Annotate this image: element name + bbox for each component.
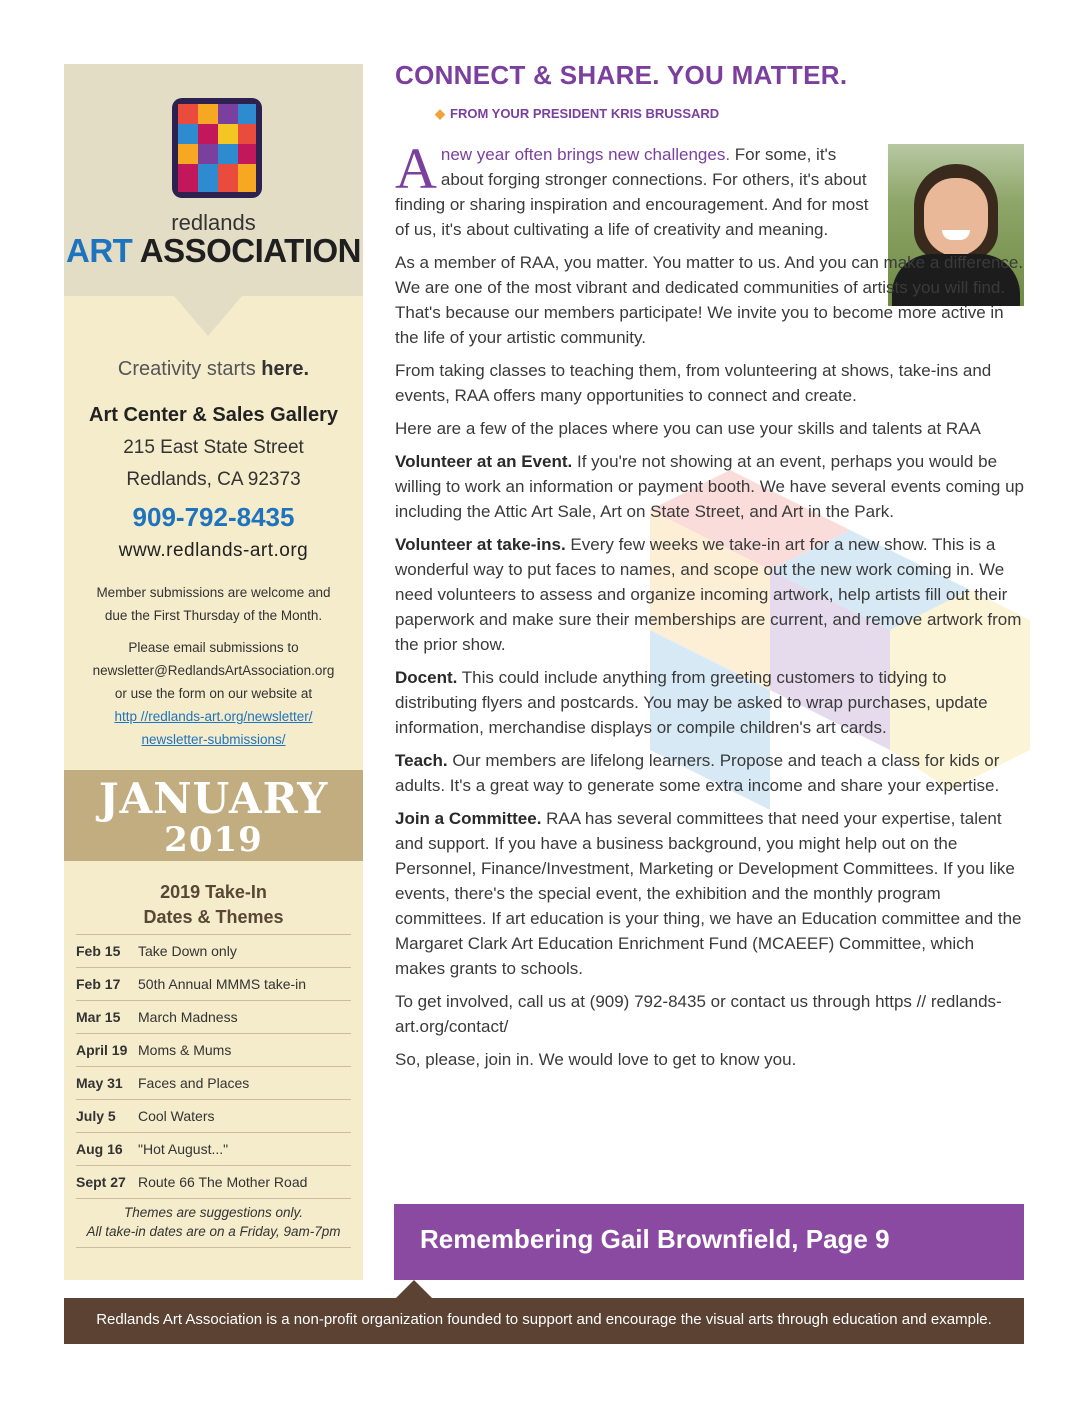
tagline-bold: here. [261,358,310,380]
takein-note-line: Themes are suggestions only. [123,1205,304,1220]
email-note-line: Please email submissions to [128,640,299,655]
lead-text: new year often brings new challenges. [440,145,731,164]
byline-text: FROM YOUR PRESIDENT KRIS BRUSSARD [450,106,720,121]
paragraph-text: RAA has several committees that need your expertise, talent and support. If you have a business background, you might help out on the Personnel, Finance/Investment, Marketing or Development Committees. If you like events, there's the special event, the exhibition and the monthly program committees. If art education is your thing, we have an Education committee and the Margaret Clark Art Education Enrichment Fund (MCAEEF) Committee, which makes grants to schools. [395,809,1022,978]
takein-theme: Moms & Mums [138,1042,232,1058]
tagline-text: Creativity starts [117,358,256,380]
issue-date-box [64,770,363,861]
article-paragraph [395,136,875,242]
article-paragraph [395,449,1025,524]
section-heading: Docent. [395,668,458,687]
email-address: newsletter@RedlandsArtAssociation.org [92,663,335,678]
issue-year: 2019 [164,820,263,860]
article-body [395,136,1025,1080]
article-paragraph [395,806,1025,981]
submissions-note [74,581,353,627]
footer-text: Redlands Art Association is a non-profit organization founded to support and encourage the visual arts through education and example. [96,1311,992,1328]
article-paragraph: From taking classes to teaching them, from volunteering at shows, take-ins and events, RAA offers many opportunities to connect and create. [395,361,992,405]
gallery-city: Redlands, CA 92373 [126,469,301,490]
table-row [76,967,351,1000]
paragraph-text: This could include anything from greeting customers to tidying to distributing flyers and postcards. You may be asked to wrap purchases, update information, merchandise displays or compile children's art cards. [395,668,988,737]
submission-form-link[interactable]: http //redlands-art.org/newsletter/ [114,709,313,724]
email-note [74,636,353,751]
table-row [76,1066,351,1099]
logo-wordmark-rest: ASSOCIATION [139,232,361,269]
paragraph-text: If you're not showing at an event, perhaps you would be willing to work an information or payment booth. We have several events coming up including the Attic Art Sale, Art on State Street, and Art in the Park. [395,452,1025,521]
table-row [76,934,351,967]
article-paragraph [395,665,1025,740]
article-paragraph: To get involved, call us at (909) 792-8435 or contact us through https // redlands-art.org/contact/ [395,992,1002,1036]
takein-date: Feb 17 [76,976,121,992]
logo-wordmark [64,232,363,270]
takein-title-line: Dates & Themes [143,907,284,927]
gallery-street: 215 East State Street [123,437,304,458]
takein-theme: Faces and Places [138,1075,250,1091]
article-paragraph: As a member of RAA, you matter. You matter to us. And you can make a difference. We are one of the most vibrant and dedicated communities of artists you will find. That's because our members participate! We invite you to become more active in the life of your artistic community. [395,253,1024,347]
logo-pointer [174,296,242,336]
takein-theme: Route 66 The Mother Road [138,1174,308,1190]
article-paragraph [395,532,1025,657]
takein-date: Mar 15 [76,1009,121,1025]
takein-date: April 19 [76,1042,128,1058]
article-headline: CONNECT & SHARE. YOU MATTER. [395,60,848,90]
paragraph-text: Our members are lifelong learners. Propose and teach a class for kids or adults. It's a great way to generate some extra income and share your expertise. [395,751,1000,795]
banner-text: Remembering Gail Brownfield, Page 9 [420,1224,890,1254]
takein-date: Sept 27 [76,1174,126,1190]
table-row [76,1099,351,1132]
issue-month: JANUARY [98,774,329,823]
logo-wordmark-accent: ART [65,232,133,269]
takein-theme: Take Down only [138,943,237,959]
takein-title [64,880,363,930]
gallery-phone: 909-792-8435 [132,502,295,532]
takein-date: May 31 [76,1075,123,1091]
section-heading: Volunteer at an Event. [395,452,573,471]
gallery-name: Art Center & Sales Gallery [89,404,338,426]
logo-wordmark-small: redlands [171,210,256,235]
takein-note-line: All take-in dates are on a Friday, 9am-7pm [86,1224,341,1239]
submission-form-link[interactable]: newsletter-submissions/ [141,732,286,747]
logo-panel [64,64,363,296]
table-row [76,1033,351,1066]
section-heading: Join a Committee. [395,809,542,828]
takein-date: Aug 16 [76,1141,123,1157]
feature-banner[interactable] [394,1204,1024,1280]
takein-theme: 50th Annual MMMS take-in [138,976,307,992]
table-row [76,1165,351,1198]
orange-diamond-icon: ◆ [435,106,445,121]
article-paragraph [395,748,1025,798]
drop-cap: A [395,136,437,201]
submissions-note-line: due the First Thursday of the Month. [104,608,323,623]
paragraph-text: Every few weeks we take-in art for a new show. This is a wonderful way to put faces to names, and scope out the new work coming in. We need volunteers to assess and organize incoming artwork, help artists fill out their paperwork and make sure their memberships are current, and remove artwork from the prior show. [395,535,1022,654]
section-heading: Teach. [395,751,448,770]
email-note-line: or use the form on our website at [114,686,313,701]
article-byline [435,106,719,122]
footer [64,1298,1024,1344]
table-row [76,1132,351,1165]
table-row [76,1000,351,1033]
takein-title-line: 2019 Take-In [160,882,267,902]
gallery-website: www.redlands-art.org [118,540,309,561]
section-heading: Volunteer at take-ins. [395,535,566,554]
takein-table [76,934,351,1198]
article-paragraph: Here are a few of the places where you can use your skills and talents at RAA [395,419,981,438]
takein-note [76,1198,351,1248]
footer-pointer [396,1280,432,1298]
takein-theme: Cool Waters [138,1108,215,1124]
takein-theme: "Hot August..." [138,1141,229,1157]
sidebar [64,64,363,1280]
takein-date: Feb 15 [76,943,121,959]
paragraph-text: For some, it's about forging stronger connections. For others, it's about finding or sharing inspiration and encouragement. And for most of us, it's about cultivating a life of creativity and meaning. [395,145,869,239]
submissions-note-line: Member submissions are welcome and [96,585,331,600]
tagline [64,358,363,381]
takein-date: July 5 [76,1108,116,1124]
article-paragraph: So, please, join in. We would love to get to know you. [395,1050,797,1069]
redlands-logo-icon [172,98,262,198]
takein-theme: March Madness [138,1009,238,1025]
